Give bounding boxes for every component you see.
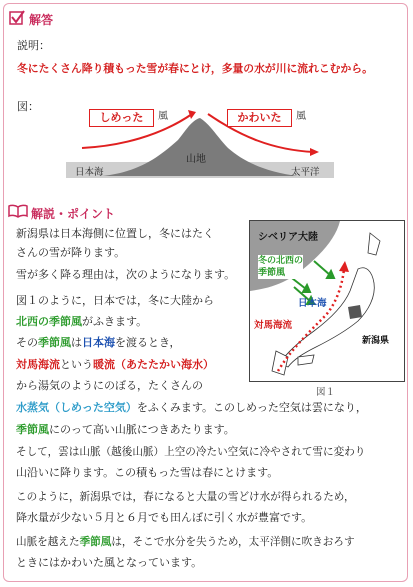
hokkaido-shape <box>368 233 380 255</box>
para4-line2: 降水量が少ない５月と６月でも田んぼに引く水が豊富です。 <box>16 511 313 524</box>
sea-left-label: 日本海 <box>75 167 104 178</box>
para1-line2: さんの雪が降ります。 <box>16 246 126 259</box>
book-icon <box>8 204 28 219</box>
para3-line1: 図１のように，日本では，冬に大陸から <box>16 294 214 307</box>
current-label: 対馬海流 <box>254 317 292 331</box>
commentary-heading: 解説・ポイント <box>31 207 116 221</box>
para1-line1: 新潟県は日本海側に位置し，冬にはたく <box>16 227 214 240</box>
honshu-shape <box>280 268 374 367</box>
wind-left-label: 風 <box>158 111 168 122</box>
para3-line4: 対馬海流という暖流（あたたかい海水） <box>16 358 214 371</box>
para3-line7: 季節風にのって高い山脈につきあたります。 <box>16 423 235 436</box>
answer-heading: 解答 <box>29 13 54 27</box>
para3-line5: から湯気のようにのぼる，たくさんの <box>16 379 203 392</box>
explain-label: 説明： <box>17 39 50 52</box>
wind-right-label: 風 <box>296 111 306 122</box>
figure-label: 図： <box>17 100 39 113</box>
japan-map <box>250 221 405 382</box>
figure-caption: 図１ <box>316 387 336 398</box>
niigata-shape <box>348 305 362 319</box>
para3-line9: 山沿いに降ります。この積もった雪は春にとけます。 <box>16 466 279 479</box>
para3-line8: そして，雲は山脈（越後山脈）上空の冷たい空気に冷やされて雪に変わり <box>16 446 366 458</box>
explain-text: 冬にたくさん降り積もった雪が春にとけ，多量の水が川に流れこむから。 <box>17 62 373 75</box>
para5-line2: ときにはかわいた風となっています。 <box>16 556 203 569</box>
para3-line6: 水蒸気（しめった空気）をふくみます。このしめった空気は雲になり， <box>16 401 367 414</box>
japan-map-figure <box>249 220 405 382</box>
moist-box: しめった <box>89 109 154 127</box>
para2: 雪が多く降る理由は，次のようになります。 <box>16 268 236 281</box>
kyushu-shape <box>272 351 288 375</box>
para4-line1: このように，新潟県では，春になると大量の雪どけ水が得られるため， <box>16 491 355 503</box>
sea-label: 日本海 <box>298 298 327 309</box>
continent-label: シベリア大陸 <box>258 232 318 243</box>
niigata-label: 新潟県 <box>362 336 390 346</box>
sea-right-label: 太平洋 <box>291 167 320 178</box>
dry-box: かわいた <box>227 109 292 127</box>
para5-line1: 山脈を越えた季節風は，そこで水分を失うため，太平洋側に吹きおろす <box>16 536 355 548</box>
monsoon-label: 冬の北西の 季節風 <box>258 256 304 278</box>
para3-line3: その季節風は日本海を渡るとき， <box>16 336 181 349</box>
checkbox-icon <box>9 9 26 26</box>
mountain-label: 山地 <box>186 154 206 165</box>
shikoku-shape <box>298 355 314 365</box>
para3-line2: 北西の季節風がふきます。 <box>16 315 148 328</box>
